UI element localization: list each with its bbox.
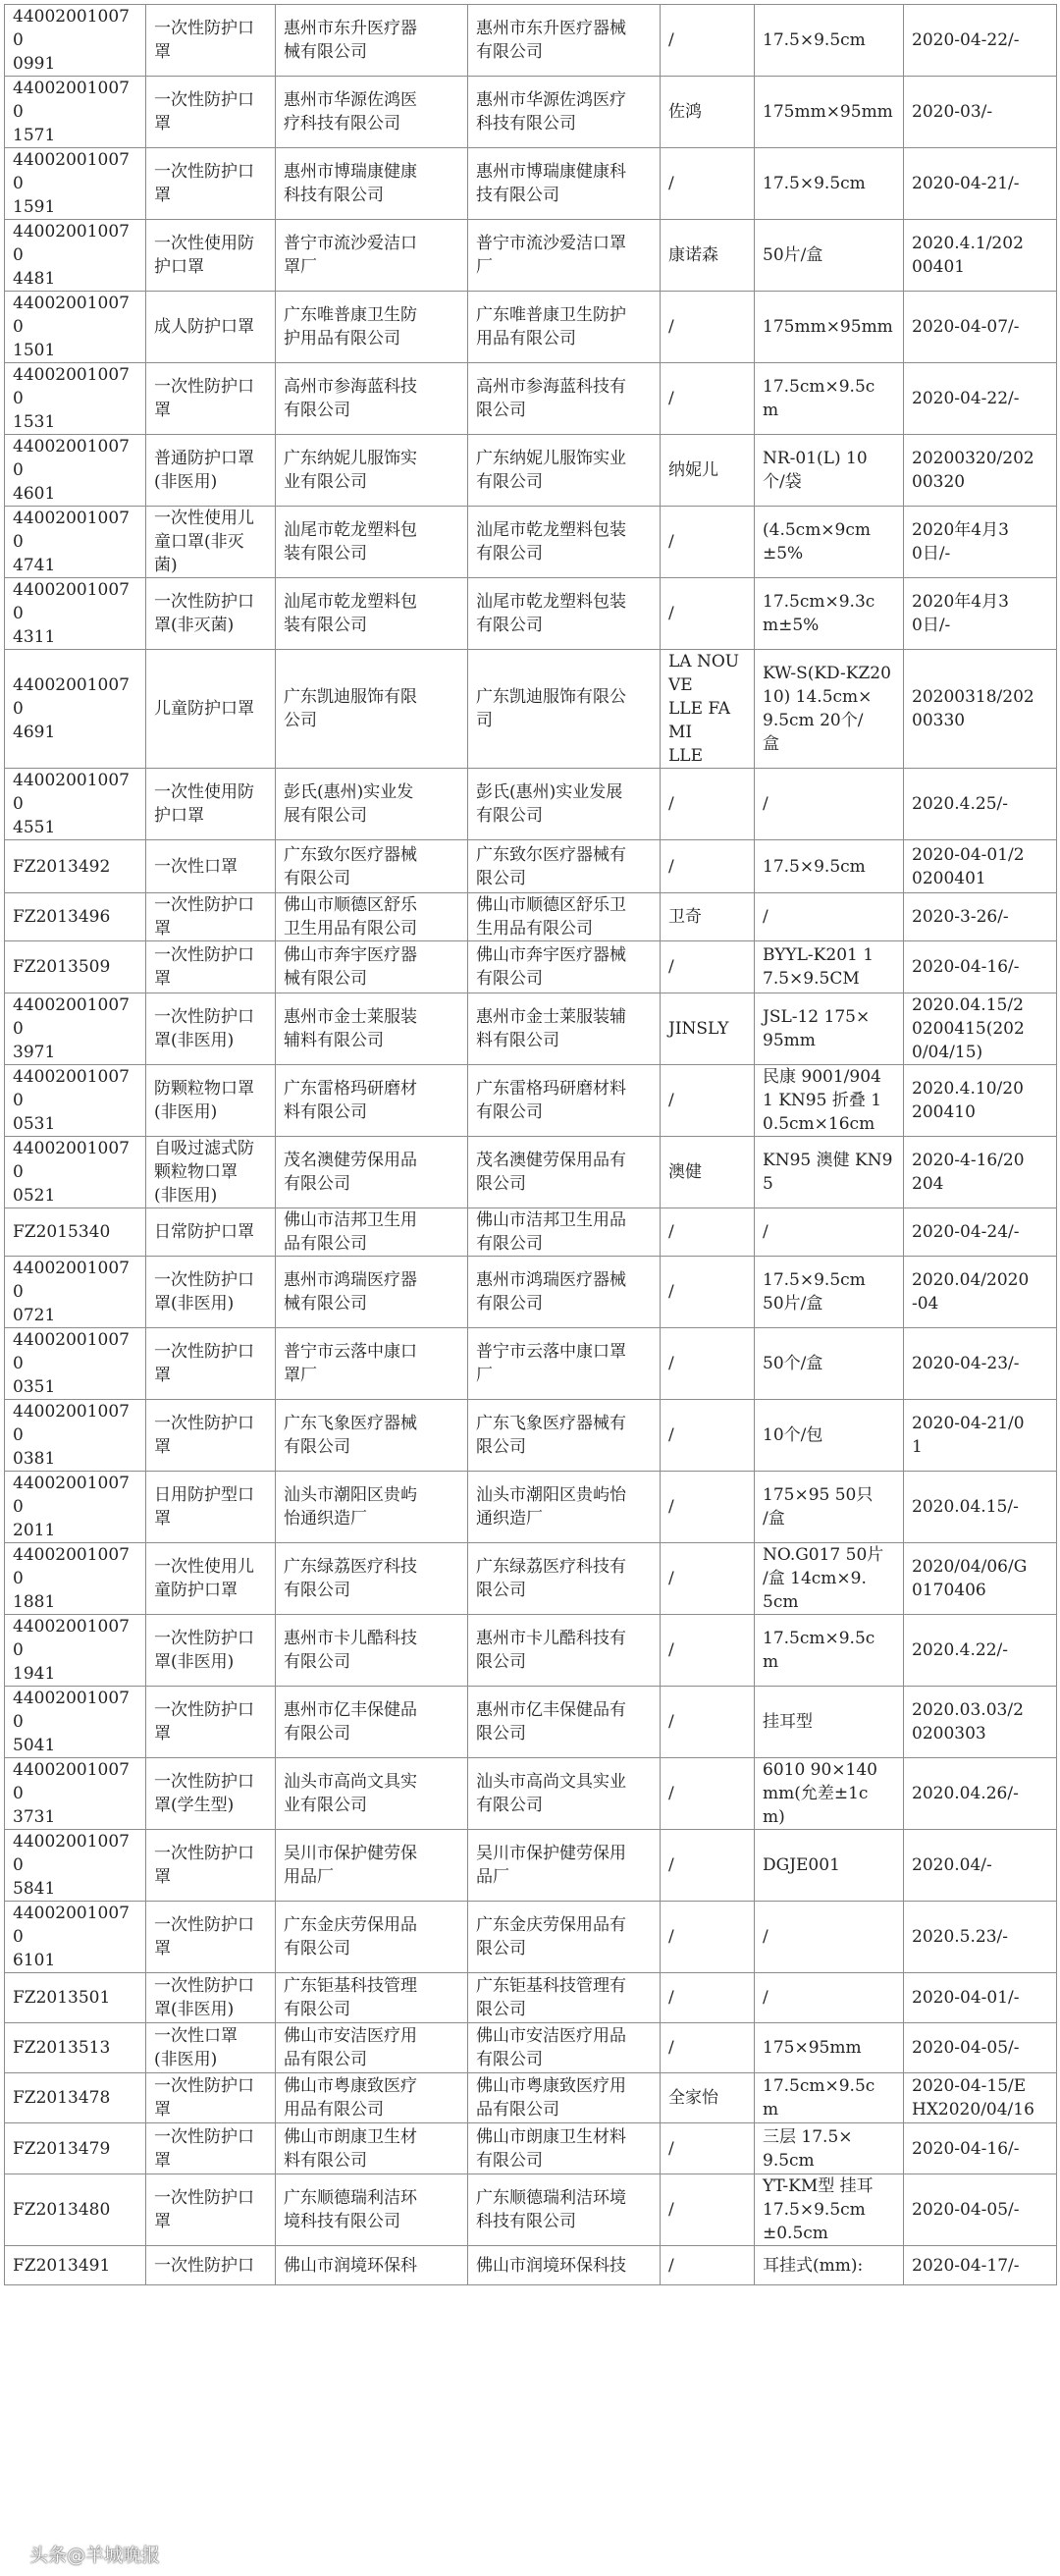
cell-brand: / bbox=[661, 363, 755, 435]
cell-date: 2020-04-24/- bbox=[904, 1208, 1057, 1257]
cell-code: 440020010070 4551 bbox=[5, 769, 146, 840]
cell-applicant: 佛山市安洁医疗用品 有限公司 bbox=[468, 2023, 661, 2073]
cell-product: 一次性防护口 罩 bbox=[146, 363, 276, 435]
cell-spec: / bbox=[755, 893, 904, 941]
table-row bbox=[5, 2174, 1057, 2246]
cell-code: FZ2015340 bbox=[5, 1208, 146, 1257]
cell-spec: DGJE001 bbox=[755, 1830, 904, 1902]
cell-applicant: 广东纳妮儿服饰实业 有限公司 bbox=[468, 435, 661, 507]
cell-applicant: 惠州市东升医疗器械 有限公司 bbox=[468, 5, 661, 77]
table-row bbox=[5, 1472, 1057, 1543]
cell-product: 日常防护口罩 bbox=[146, 1208, 276, 1257]
table-row bbox=[5, 1543, 1057, 1615]
cell-date: 2020.4.22/- bbox=[904, 1615, 1057, 1687]
cell-brand: 全家怡 bbox=[661, 2073, 755, 2123]
cell-code: 440020010070 1881 bbox=[5, 1543, 146, 1615]
cell-brand: 澳健 bbox=[661, 1137, 755, 1208]
cell-spec: 挂耳型 bbox=[755, 1687, 904, 1758]
cell-code: FZ2013479 bbox=[5, 2123, 146, 2174]
cell-manufacturer: 惠州市东升医疗器 械有限公司 bbox=[276, 5, 468, 77]
cell-brand: / bbox=[661, 1065, 755, 1137]
cell-brand: / bbox=[661, 769, 755, 840]
table-row bbox=[5, 2073, 1057, 2123]
cell-applicant: 汕尾市乾龙塑料包装 有限公司 bbox=[468, 507, 661, 578]
table-row bbox=[5, 1973, 1057, 2023]
cell-applicant: 广东雷格玛研磨材料 有限公司 bbox=[468, 1065, 661, 1137]
cell-code: 440020010070 4311 bbox=[5, 578, 146, 650]
cell-date: 2020-03/- bbox=[904, 77, 1057, 148]
cell-date: 2020-04-21/- bbox=[904, 148, 1057, 220]
cell-product: 一次性防护口 罩 bbox=[146, 2174, 276, 2246]
cell-code: FZ2013480 bbox=[5, 2174, 146, 2246]
cell-date: 2020.4.25/- bbox=[904, 769, 1057, 840]
cell-code: 440020010070 4601 bbox=[5, 435, 146, 507]
cell-product: 普通防护口罩 (非医用) bbox=[146, 435, 276, 507]
cell-manufacturer: 茂名澳健劳保用品 有限公司 bbox=[276, 1137, 468, 1208]
table-row bbox=[5, 1615, 1057, 1687]
table-row bbox=[5, 148, 1057, 220]
cell-date: 2020.04/2020 -04 bbox=[904, 1257, 1057, 1328]
cell-manufacturer: 广东纳妮儿服饰实 业有限公司 bbox=[276, 435, 468, 507]
cell-brand: / bbox=[661, 1472, 755, 1543]
cell-brand: / bbox=[661, 2123, 755, 2174]
cell-brand: / bbox=[661, 1758, 755, 1830]
cell-manufacturer: 广东凯迪服饰有限 公司 bbox=[276, 650, 468, 769]
table-row bbox=[5, 2246, 1057, 2285]
cell-applicant: 汕头市潮阳区贵屿怡 通织造厂 bbox=[468, 1472, 661, 1543]
cell-code: 440020010070 1501 bbox=[5, 292, 146, 363]
cell-code: 440020010070 5841 bbox=[5, 1830, 146, 1902]
cell-manufacturer: 汕头市高尚文具实 业有限公司 bbox=[276, 1758, 468, 1830]
cell-applicant: 惠州市卡儿酷科技有 限公司 bbox=[468, 1615, 661, 1687]
table-row bbox=[5, 363, 1057, 435]
cell-date: 2020.4.1/202 00401 bbox=[904, 220, 1057, 292]
table-row bbox=[5, 77, 1057, 148]
cell-applicant: 广东钜基科技管理有 限公司 bbox=[468, 1973, 661, 2023]
cell-applicant: 惠州市亿丰保健品有 限公司 bbox=[468, 1687, 661, 1758]
cell-brand: 佐鸿 bbox=[661, 77, 755, 148]
cell-product: 一次性防护口 罩 bbox=[146, 893, 276, 941]
table-row bbox=[5, 993, 1057, 1065]
cell-applicant: 广东致尔医疗器械有 限公司 bbox=[468, 840, 661, 893]
cell-date: 2020-04-22/- bbox=[904, 5, 1057, 77]
table-row bbox=[5, 1257, 1057, 1328]
cell-product: 一次性防护口 bbox=[146, 2246, 276, 2285]
weibo-logo-icon bbox=[4, 2544, 27, 2565]
product-table bbox=[4, 4, 1057, 2285]
cell-manufacturer: 高州市参海蓝科技 有限公司 bbox=[276, 363, 468, 435]
cell-spec: 50个/盒 bbox=[755, 1328, 904, 1400]
cell-applicant: 佛山市朗康卫生材料 有限公司 bbox=[468, 2123, 661, 2174]
cell-applicant: 惠州市华源佐鸿医疗 科技有限公司 bbox=[468, 77, 661, 148]
cell-code: 440020010070 1531 bbox=[5, 363, 146, 435]
cell-manufacturer: 汕头市潮阳区贵屿 怡通织造厂 bbox=[276, 1472, 468, 1543]
cell-applicant: 高州市参海蓝科技有 限公司 bbox=[468, 363, 661, 435]
table-row bbox=[5, 292, 1057, 363]
cell-applicant: 吴川市保护健劳保用 品厂 bbox=[468, 1830, 661, 1902]
table-row bbox=[5, 578, 1057, 650]
cell-spec: 17.5×9.5cm bbox=[755, 5, 904, 77]
cell-spec: / bbox=[755, 769, 904, 840]
cell-spec: 17.5cm×9.5c m bbox=[755, 363, 904, 435]
cell-product: 一次性使用儿 童口罩(非灭 菌) bbox=[146, 507, 276, 578]
cell-product: 防颗粒物口罩 (非医用) bbox=[146, 1065, 276, 1137]
cell-spec: / bbox=[755, 1973, 904, 2023]
cell-code: 440020010070 6101 bbox=[5, 1902, 146, 1973]
cell-applicant: 彭氏(惠州)实业发展 有限公司 bbox=[468, 769, 661, 840]
cell-date: 2020年4月3 0日/- bbox=[904, 578, 1057, 650]
table-row bbox=[5, 220, 1057, 292]
cell-manufacturer: 广东雷格玛研磨材 料有限公司 bbox=[276, 1065, 468, 1137]
cell-date: 2020-4-16/20 204 bbox=[904, 1137, 1057, 1208]
cell-spec: BYYL-K201 1 7.5×9.5CM bbox=[755, 941, 904, 993]
cell-code: FZ2013496 bbox=[5, 893, 146, 941]
cell-product: 一次性防护口 罩(学生型) bbox=[146, 1758, 276, 1830]
cell-date: 2020-04-17/- bbox=[904, 2246, 1057, 2285]
cell-code: 440020010070 3971 bbox=[5, 993, 146, 1065]
cell-manufacturer: 惠州市金士莱服装 辅料有限公司 bbox=[276, 993, 468, 1065]
table-row bbox=[5, 769, 1057, 840]
table-row bbox=[5, 507, 1057, 578]
cell-spec: 17.5×9.5cm 50片/盒 bbox=[755, 1257, 904, 1328]
cell-spec: NR-01(L) 10 个/袋 bbox=[755, 435, 904, 507]
cell-brand: / bbox=[661, 840, 755, 893]
cell-spec: 175mm×95mm bbox=[755, 77, 904, 148]
cell-spec: 三层 17.5× 9.5cm bbox=[755, 2123, 904, 2174]
cell-applicant: 普宁市流沙爱洁口罩 厂 bbox=[468, 220, 661, 292]
cell-manufacturer: 广东致尔医疗器械 有限公司 bbox=[276, 840, 468, 893]
cell-brand: LA NOUVE LLE FAMI LLE bbox=[661, 650, 755, 769]
cell-applicant: 广东唯普康卫生防护 用品有限公司 bbox=[468, 292, 661, 363]
cell-manufacturer: 普宁市云落中康口 罩厂 bbox=[276, 1328, 468, 1400]
cell-spec: 175×95 50只 /盒 bbox=[755, 1472, 904, 1543]
cell-code: 440020010070 0721 bbox=[5, 1257, 146, 1328]
cell-brand: / bbox=[661, 1687, 755, 1758]
cell-product: 一次性口罩 bbox=[146, 840, 276, 893]
cell-product: 一次性防护口 罩 bbox=[146, 1400, 276, 1472]
cell-applicant: 汕头市高尚文具实业 有限公司 bbox=[468, 1758, 661, 1830]
cell-product: 一次性防护口 罩 bbox=[146, 77, 276, 148]
cell-manufacturer: 广东绿荔医疗科技 有限公司 bbox=[276, 1543, 468, 1615]
cell-product: 一次性使用防 护口罩 bbox=[146, 769, 276, 840]
cell-brand: JINSLY bbox=[661, 993, 755, 1065]
cell-product: 自吸过滤式防 颗粒物口罩 (非医用) bbox=[146, 1137, 276, 1208]
cell-brand: / bbox=[661, 2246, 755, 2285]
table-row bbox=[5, 1328, 1057, 1400]
cell-spec: YT-KM型 挂耳 17.5×9.5cm ±0.5cm bbox=[755, 2174, 904, 2246]
cell-date: 2020-04-01/- bbox=[904, 1973, 1057, 2023]
cell-product: 一次性使用防 护口罩 bbox=[146, 220, 276, 292]
cell-manufacturer: 广东唯普康卫生防 护用品有限公司 bbox=[276, 292, 468, 363]
cell-manufacturer: 惠州市博瑞康健康 科技有限公司 bbox=[276, 148, 468, 220]
cell-applicant: 佛山市奔宇医疗器械 有限公司 bbox=[468, 941, 661, 993]
cell-date: 2020-04-15/E HX2020/04/16 bbox=[904, 2073, 1057, 2123]
table-row bbox=[5, 1830, 1057, 1902]
cell-product: 一次性防护口 罩 bbox=[146, 1328, 276, 1400]
cell-brand: / bbox=[661, 1328, 755, 1400]
cell-product: 一次性防护口 罩 bbox=[146, 1830, 276, 1902]
cell-brand: / bbox=[661, 1973, 755, 2023]
table-row bbox=[5, 1400, 1057, 1472]
product-table-body bbox=[5, 5, 1057, 2285]
cell-spec: JSL-12 175× 95mm bbox=[755, 993, 904, 1065]
cell-product: 一次性防护口 罩 bbox=[146, 2073, 276, 2123]
cell-product: 一次性口罩 (非医用) bbox=[146, 2023, 276, 2073]
cell-spec: 耳挂式(mm): bbox=[755, 2246, 904, 2285]
cell-spec: 10个/包 bbox=[755, 1400, 904, 1472]
table-row bbox=[5, 2023, 1057, 2073]
cell-product: 一次性防护口 罩(非灭菌) bbox=[146, 578, 276, 650]
cell-brand: / bbox=[661, 148, 755, 220]
cell-brand: / bbox=[661, 2174, 755, 2246]
cell-date: 2020.04.26/- bbox=[904, 1758, 1057, 1830]
cell-date: 2020.04.15/2 0200415(202 0/04/15) bbox=[904, 993, 1057, 1065]
cell-brand: / bbox=[661, 1257, 755, 1328]
cell-product: 日用防护型口 罩 bbox=[146, 1472, 276, 1543]
cell-manufacturer: 佛山市顺德区舒乐 卫生用品有限公司 bbox=[276, 893, 468, 941]
cell-applicant: 惠州市博瑞康健康科 技有限公司 bbox=[468, 148, 661, 220]
cell-product: 一次性防护口 罩 bbox=[146, 2123, 276, 2174]
cell-code: 440020010070 4741 bbox=[5, 507, 146, 578]
cell-brand: / bbox=[661, 941, 755, 993]
table-row bbox=[5, 893, 1057, 941]
table-row bbox=[5, 941, 1057, 993]
cell-code: 440020010070 0521 bbox=[5, 1137, 146, 1208]
cell-product: 成人防护口罩 bbox=[146, 292, 276, 363]
cell-brand: / bbox=[661, 507, 755, 578]
cell-brand: 康诺森 bbox=[661, 220, 755, 292]
cell-date: 2020-04-01/2 0200401 bbox=[904, 840, 1057, 893]
cell-applicant: 佛山市粤康致医疗用 品有限公司 bbox=[468, 2073, 661, 2123]
cell-manufacturer: 彭氏(惠州)实业发 展有限公司 bbox=[276, 769, 468, 840]
cell-manufacturer: 佛山市润境环保科 bbox=[276, 2246, 468, 2285]
cell-spec: 17.5cm×9.3c m±5% bbox=[755, 578, 904, 650]
cell-brand: / bbox=[661, 1902, 755, 1973]
cell-product: 一次性防护口 罩 bbox=[146, 941, 276, 993]
cell-manufacturer: 佛山市朗康卫生材 料有限公司 bbox=[276, 2123, 468, 2174]
cell-product: 一次性防护口 罩 bbox=[146, 1902, 276, 1973]
cell-brand: / bbox=[661, 1615, 755, 1687]
cell-code: 440020010070 3731 bbox=[5, 1758, 146, 1830]
cell-product: 一次性防护口 罩(非医用) bbox=[146, 1973, 276, 2023]
table-row bbox=[5, 1687, 1057, 1758]
cell-manufacturer: 惠州市鸿瑞医疗器 械有限公司 bbox=[276, 1257, 468, 1328]
cell-applicant: 茂名澳健劳保用品有 限公司 bbox=[468, 1137, 661, 1208]
cell-brand: / bbox=[661, 2023, 755, 2073]
cell-code: 440020010070 4691 bbox=[5, 650, 146, 769]
cell-date: 2020-04-23/- bbox=[904, 1328, 1057, 1400]
cell-applicant: 广东顺德瑞利洁环境 科技有限公司 bbox=[468, 2174, 661, 2246]
cell-code: FZ2013491 bbox=[5, 2246, 146, 2285]
cell-spec: / bbox=[755, 1902, 904, 1973]
table-row bbox=[5, 1208, 1057, 1257]
cell-product: 一次性防护口 罩 bbox=[146, 148, 276, 220]
cell-date: 2020.04.15/- bbox=[904, 1472, 1057, 1543]
cell-date: 2020-04-07/- bbox=[904, 292, 1057, 363]
cell-date: 20200320/202 00320 bbox=[904, 435, 1057, 507]
cell-code: 440020010070 1591 bbox=[5, 148, 146, 220]
cell-manufacturer: 广东飞象医疗器械 有限公司 bbox=[276, 1400, 468, 1472]
cell-date: 2020.04/- bbox=[904, 1830, 1057, 1902]
cell-date: 2020-04-21/0 1 bbox=[904, 1400, 1057, 1472]
cell-manufacturer: 广东顺德瑞利洁环 境科技有限公司 bbox=[276, 2174, 468, 2246]
cell-date: 2020-04-22/- bbox=[904, 363, 1057, 435]
cell-applicant: 佛山市顺德区舒乐卫 生用品有限公司 bbox=[468, 893, 661, 941]
cell-spec: (4.5cm×9cm ±5% bbox=[755, 507, 904, 578]
cell-manufacturer: 广东钜基科技管理 有限公司 bbox=[276, 1973, 468, 2023]
cell-product: 一次性防护口 罩 bbox=[146, 5, 276, 77]
cell-product: 一次性防护口 罩(非医用) bbox=[146, 993, 276, 1065]
cell-manufacturer: 广东金庆劳保用品 有限公司 bbox=[276, 1902, 468, 1973]
cell-spec: NO.G017 50片 /盒 14cm×9. 5cm bbox=[755, 1543, 904, 1615]
table-row bbox=[5, 2123, 1057, 2174]
table-row bbox=[5, 435, 1057, 507]
cell-spec: KW-S(KD-KZ20 10) 14.5cm× 9.5cm 20个/ 盒 bbox=[755, 650, 904, 769]
table-row bbox=[5, 1902, 1057, 1973]
cell-applicant: 惠州市金士莱服装辅 料有限公司 bbox=[468, 993, 661, 1065]
cell-code: FZ2013492 bbox=[5, 840, 146, 893]
cell-spec: 17.5cm×9.5c m bbox=[755, 1615, 904, 1687]
cell-manufacturer: 佛山市洁邦卫生用 品有限公司 bbox=[276, 1208, 468, 1257]
cell-applicant: 佛山市润境环保科技 bbox=[468, 2246, 661, 2285]
cell-code: 440020010070 1571 bbox=[5, 77, 146, 148]
table-row bbox=[5, 1758, 1057, 1830]
cell-brand: / bbox=[661, 1400, 755, 1472]
cell-code: FZ2013501 bbox=[5, 1973, 146, 2023]
cell-manufacturer: 惠州市亿丰保健品 有限公司 bbox=[276, 1687, 468, 1758]
table-row bbox=[5, 1137, 1057, 1208]
cell-manufacturer: 佛山市奔宇医疗器 械有限公司 bbox=[276, 941, 468, 993]
cell-date: 2020.03.03/2 0200303 bbox=[904, 1687, 1057, 1758]
cell-manufacturer: 佛山市粤康致医疗 用品有限公司 bbox=[276, 2073, 468, 2123]
cell-date: 2020/04/06/G 0170406 bbox=[904, 1543, 1057, 1615]
cell-brand: / bbox=[661, 292, 755, 363]
cell-date: 2020-04-16/- bbox=[904, 2123, 1057, 2174]
cell-manufacturer: 汕尾市乾龙塑料包 装有限公司 bbox=[276, 507, 468, 578]
cell-brand: / bbox=[661, 1208, 755, 1257]
cell-spec: 17.5×9.5cm bbox=[755, 148, 904, 220]
cell-manufacturer: 惠州市华源佐鸿医 疗科技有限公司 bbox=[276, 77, 468, 148]
cell-code: 440020010070 1941 bbox=[5, 1615, 146, 1687]
cell-date: 2020.4.10/20 200410 bbox=[904, 1065, 1057, 1137]
cell-manufacturer: 佛山市安洁医疗用 品有限公司 bbox=[276, 2023, 468, 2073]
cell-applicant: 惠州市鸿瑞医疗器械 有限公司 bbox=[468, 1257, 661, 1328]
cell-applicant: 广东金庆劳保用品有 限公司 bbox=[468, 1902, 661, 1973]
cell-date: 2020-04-05/- bbox=[904, 2023, 1057, 2073]
cell-brand: / bbox=[661, 578, 755, 650]
cell-date: 2020-04-05/- bbox=[904, 2174, 1057, 2246]
cell-code: 440020010070 0351 bbox=[5, 1328, 146, 1400]
cell-code: 440020010070 2011 bbox=[5, 1472, 146, 1543]
cell-spec: 17.5×9.5cm bbox=[755, 840, 904, 893]
cell-manufacturer: 吴川市保护健劳保 用品厂 bbox=[276, 1830, 468, 1902]
cell-product: 儿童防护口罩 bbox=[146, 650, 276, 769]
cell-manufacturer: 汕尾市乾龙塑料包 装有限公司 bbox=[276, 578, 468, 650]
table-row bbox=[5, 5, 1057, 77]
cell-brand: 纳妮儿 bbox=[661, 435, 755, 507]
cell-manufacturer: 惠州市卡儿酷科技 有限公司 bbox=[276, 1615, 468, 1687]
cell-product: 一次性防护口 罩(非医用) bbox=[146, 1257, 276, 1328]
cell-spec: 50片/盒 bbox=[755, 220, 904, 292]
cell-applicant: 广东飞象医疗器械有 限公司 bbox=[468, 1400, 661, 1472]
cell-date: 2020-3-26/- bbox=[904, 893, 1057, 941]
cell-spec: 175mm×95mm bbox=[755, 292, 904, 363]
cell-spec: / bbox=[755, 1208, 904, 1257]
cell-product: 一次性使用儿 童防护口罩 bbox=[146, 1543, 276, 1615]
cell-applicant: 佛山市洁邦卫生用品 有限公司 bbox=[468, 1208, 661, 1257]
cell-code: 440020010070 0381 bbox=[5, 1400, 146, 1472]
cell-code: 440020010070 4481 bbox=[5, 220, 146, 292]
cell-applicant: 广东绿荔医疗科技有 限公司 bbox=[468, 1543, 661, 1615]
cell-applicant: 汕尾市乾龙塑料包装 有限公司 bbox=[468, 578, 661, 650]
cell-spec: 民康 9001/904 1 KN95 折叠 1 0.5cm×16cm bbox=[755, 1065, 904, 1137]
cell-code: 440020010070 5041 bbox=[5, 1687, 146, 1758]
table-row bbox=[5, 840, 1057, 893]
table-row bbox=[5, 650, 1057, 769]
cell-spec: KN95 澳健 KN9 5 bbox=[755, 1137, 904, 1208]
table-row bbox=[5, 1065, 1057, 1137]
cell-code: FZ2013513 bbox=[5, 2023, 146, 2073]
cell-brand: / bbox=[661, 1543, 755, 1615]
cell-product: 一次性防护口 罩 bbox=[146, 1687, 276, 1758]
cell-brand: 卫奇 bbox=[661, 893, 755, 941]
cell-spec: 17.5cm×9.5c m bbox=[755, 2073, 904, 2123]
cell-spec: 6010 90×140 mm(允差±1c m) bbox=[755, 1758, 904, 1830]
cell-spec: 175×95mm bbox=[755, 2023, 904, 2073]
cell-applicant: 普宁市云落中康口罩 厂 bbox=[468, 1328, 661, 1400]
cell-brand: / bbox=[661, 5, 755, 77]
cell-code: FZ2013509 bbox=[5, 941, 146, 993]
cell-date: 2020.5.23/- bbox=[904, 1902, 1057, 1973]
cell-product: 一次性防护口 罩(非医用) bbox=[146, 1615, 276, 1687]
cell-code: FZ2013478 bbox=[5, 2073, 146, 2123]
cell-code: 440020010070 0531 bbox=[5, 1065, 146, 1137]
cell-date: 2020-04-16/- bbox=[904, 941, 1057, 993]
cell-brand: / bbox=[661, 1830, 755, 1902]
cell-date: 20200318/202 00330 bbox=[904, 650, 1057, 769]
cell-manufacturer: 普宁市流沙爱洁口 罩厂 bbox=[276, 220, 468, 292]
watermark bbox=[4, 2541, 160, 2567]
cell-code: 440020010070 0991 bbox=[5, 5, 146, 77]
cell-applicant: 广东凯迪服饰有限公 司 bbox=[468, 650, 661, 769]
cell-date: 2020年4月3 0日/- bbox=[904, 507, 1057, 578]
watermark-text: 头条@羊城晚报 bbox=[29, 2545, 161, 2566]
